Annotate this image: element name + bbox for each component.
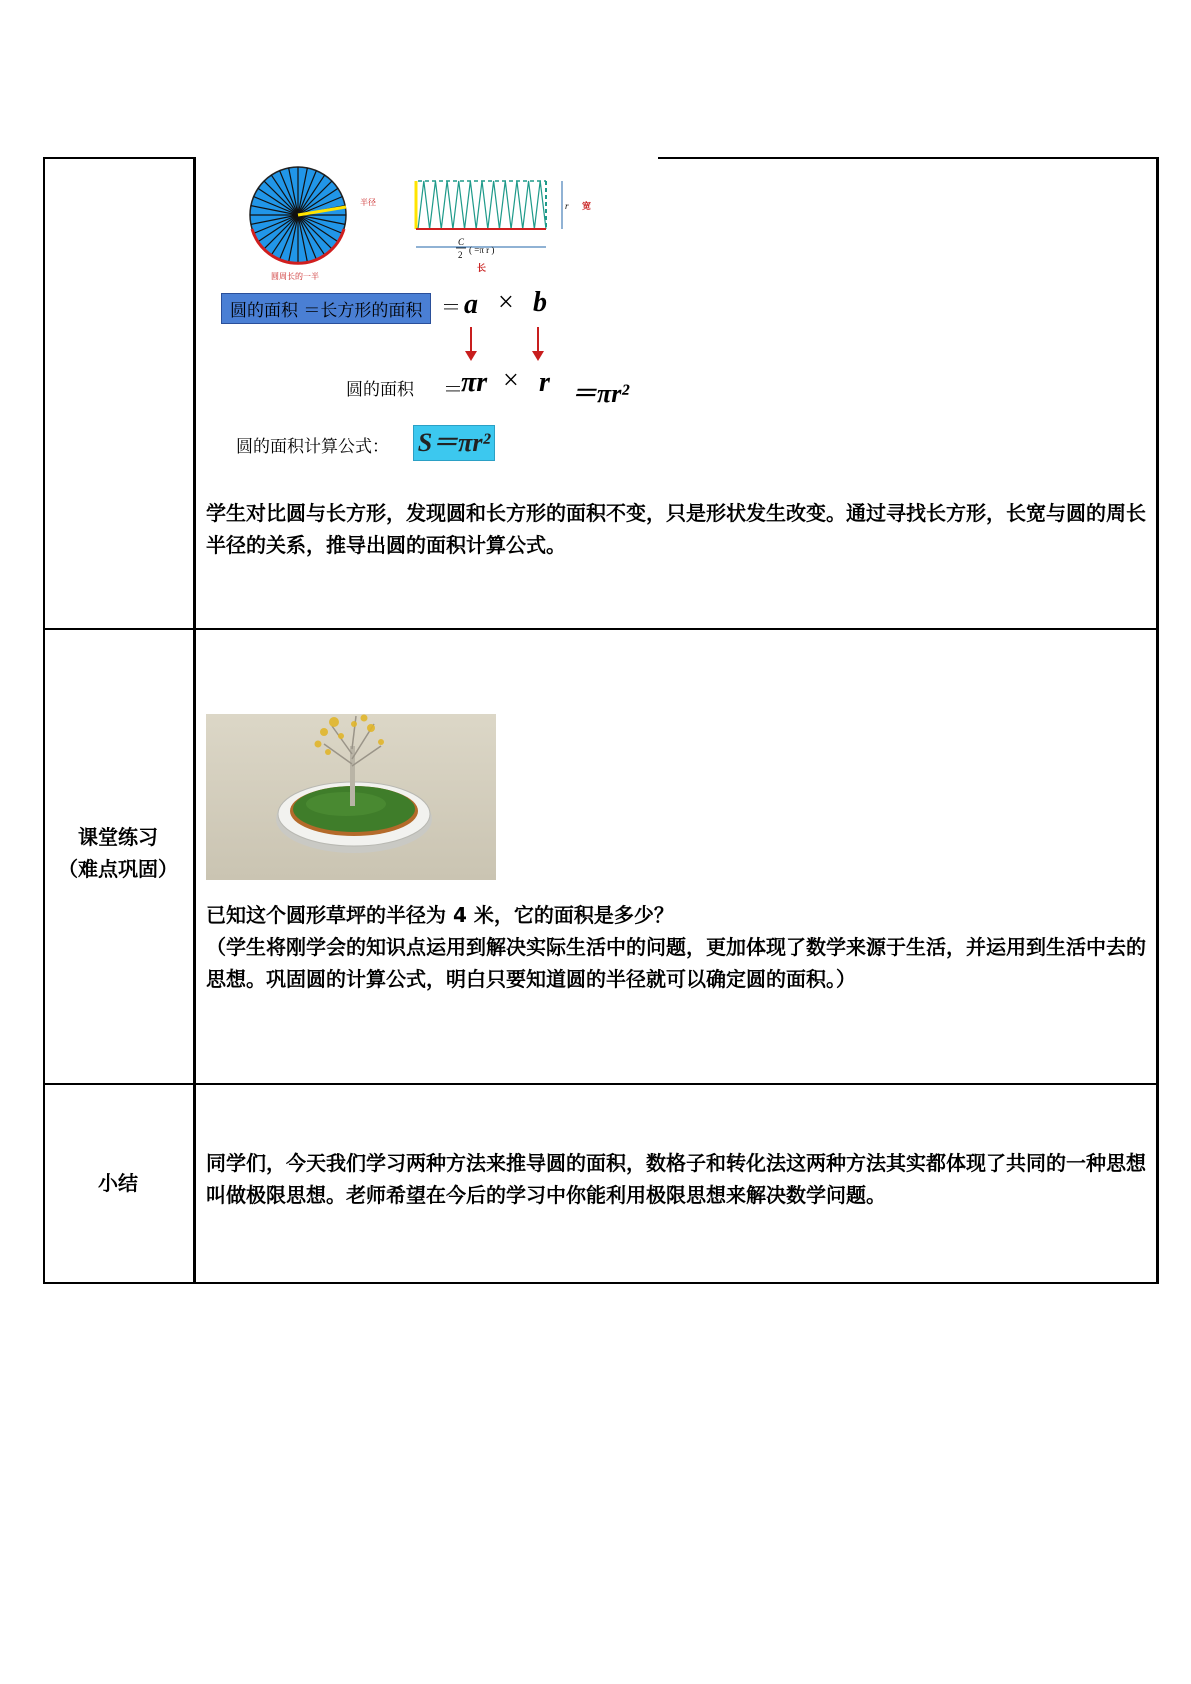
- rect-c-note: C: [458, 237, 465, 247]
- row2-label-line2: （难点巩固）: [58, 857, 178, 881]
- eq1-times: ×: [498, 287, 514, 318]
- row2-content: [206, 899, 1149, 995]
- rect-length-note: 长: [477, 264, 487, 274]
- rect-zigzag: [418, 181, 546, 229]
- eq1-equals: ＝: [441, 297, 461, 319]
- row2-label-line1: 课堂练习: [78, 825, 158, 849]
- lesson-table: [43, 157, 1159, 1284]
- eq2-equals: ＝: [443, 379, 463, 401]
- practice-explanation: （学生将刚学会的知识点运用到解决实际生活中的问题，更加体现了数学来源于生活，并运用到生活中去的思想。巩固圆的计算公式，明白只要知道圆的半径就可以确定圆的面积。）: [206, 935, 1146, 991]
- rect-width-note: 宽: [582, 202, 592, 212]
- radius-note: 半径: [360, 198, 376, 207]
- rect-pi-r-note: ( =π r ): [469, 245, 495, 255]
- rect-2-note: 2: [458, 250, 463, 260]
- table-left-border: [43, 157, 45, 1284]
- eq1-b: b: [533, 287, 547, 318]
- area-formula-box: S＝πr²: [413, 425, 495, 461]
- eq2-pi-r: πr: [461, 367, 488, 398]
- row-divider-1: [43, 628, 1159, 630]
- row3-content: [206, 1147, 1149, 1211]
- eq2-times: ×: [503, 365, 519, 396]
- practice-question: 已知这个圆形草坪的半径为 4 米，它的面积是多少？: [206, 903, 674, 927]
- row1-content: [206, 157, 1149, 627]
- summary-paragraph: 同学们，今天我们学习两种方法来推导圆的面积，数格子和转化法这两种方法其实都体现了共同的一种思想叫做极限思想。老师希望在今后的学习中你能利用极限思想来解决数学问题。: [206, 1151, 1146, 1207]
- row-divider-2: [43, 1083, 1159, 1085]
- table-bottom-border: [43, 1282, 1159, 1284]
- rect-r-note: r: [565, 201, 569, 211]
- eq2-label: 圆的面积: [346, 380, 414, 400]
- lawn-photo: [206, 714, 496, 880]
- row3-label-line1: 小结: [98, 1171, 138, 1195]
- eq1-a: a: [464, 289, 478, 320]
- row3-label: [43, 1167, 193, 1199]
- formula-caption: 圆的面积计算公式：: [236, 437, 389, 457]
- table-top-border-left: [43, 157, 196, 159]
- table-divider: [193, 157, 196, 1284]
- row2-label: [43, 821, 193, 885]
- row1-paragraph: 学生对比圆与长方形，发现圆和长方形的面积不变，只是形状发生改变。通过寻找长方形，长宽与圆的周长半径的关系，推导出圆的面积计算公式。: [206, 501, 1146, 557]
- half-circumference-note: 圆周长的一半: [271, 272, 319, 281]
- formula-label-box: 圆的面积 ＝长方形的面积: [221, 293, 431, 324]
- eq2-r: r: [539, 367, 550, 398]
- circle-to-rectangle-diagram: [236, 161, 656, 286]
- eq2-result: ＝πr²: [571, 379, 630, 408]
- table-right-border: [1156, 157, 1159, 1284]
- red-arrows: [456, 325, 576, 365]
